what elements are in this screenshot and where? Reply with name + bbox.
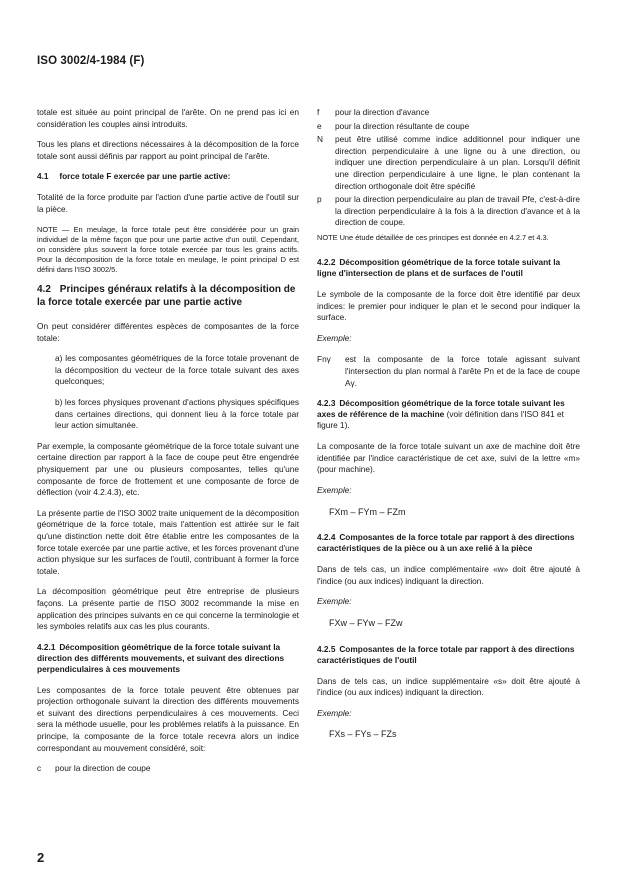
example-label: Exemple: bbox=[317, 596, 352, 607]
section-number: 4.2 bbox=[37, 284, 51, 296]
note: NOTE Une étude détaillée de ces principes est donnée en 4.2.7 et 4.3. bbox=[317, 232, 549, 242]
paragraph: Les composantes de la force totale peuvent être obtenues par projection orthogonale suivant la direction des différents mouvements et suivant des directions perpendiculaires à ces mouvements. Ceci sera la méthode usuelle, pour les problèmes relatifs à la puissance. En principe, la composante de la force totale recevra alors un indice correspondant au mouvement considéré, soit: bbox=[37, 684, 299, 753]
section-heading-4-1 bbox=[37, 171, 299, 182]
symbol-key: N bbox=[317, 134, 323, 145]
paragraph: totale est située au point principal de l'arête. On ne prend pas ici en considération les couples ainsi introduits. bbox=[37, 107, 299, 129]
section-title: force totale F exercée par une partie active: bbox=[59, 171, 231, 182]
paragraph: Par exemple, la composante géométrique de la force totale suivant une certaine direction par rapport à la face de coupe peut être engendrée physiquement par une ou plusieurs composantes, telles qu'une composante de force de frottement et une composante de force de déflection (voir 4.2.4.3), etc. bbox=[37, 440, 299, 498]
symbol-text: pour la direction perpendiculaire au plan de travail Pfe, c'est-à-dire la direction perpendiculaire à la fois à la direction d'avance et à la direction de coupe. bbox=[335, 194, 580, 228]
section-heading-4-2-2 bbox=[317, 257, 580, 279]
paragraph: Totalité de la force produite par l'action d'une partie active de l'outil sur la pièce. bbox=[37, 192, 299, 214]
example-label: Exemple: bbox=[317, 332, 352, 343]
paragraph: On peut considérer différentes espèces de composantes de la force totale: bbox=[37, 321, 299, 343]
symbol-item-N bbox=[317, 134, 580, 192]
symbol-item-c bbox=[37, 763, 299, 775]
paragraph: Dans de tels cas, un indice supplémentaire «s» doit être ajouté à l'indice (ou aux indices) indiquant la direction. bbox=[317, 675, 580, 698]
symbol-key: c bbox=[37, 763, 42, 774]
paragraph: La présente partie de l'ISO 3002 traite uniquement de la décomposition géométrique de la force totale, mais l'attention est attirée sur le fait qu'une distinction nette doit être établie entre les composantes de la force totale exercée par une partie active, et les forces provenant d'une action physique sur les surfaces de l'outil, contribuant à former la force totale. bbox=[37, 507, 299, 576]
section-number: 4.2.4 bbox=[317, 532, 336, 543]
section-number: 4.1 bbox=[37, 171, 49, 182]
paragraph: La décomposition géométrique peut être entreprise de plusieurs façons. La présente partie de l'ISO 3002 recommande la mise en application des principes suivants en ce qui concerne la terminologie et les symboles relatifs aux cas les plus courants. bbox=[37, 586, 299, 632]
document-header: ISO 3002/4-1984 (F) bbox=[37, 55, 145, 67]
section-heading-4-2-4 bbox=[317, 532, 580, 554]
paragraph: Dans de tels cas, un indice complémentaire «w» doit être ajouté à l'indice (ou aux indices) indiquant la direction. bbox=[317, 564, 580, 586]
symbol-key: p bbox=[317, 194, 322, 205]
paragraph: Le symbole de la composante de la force doit être identifié par deux indices: le premier pour indiquer le plan et le second pour indiquer la surface. bbox=[317, 289, 580, 323]
section-heading-4-2-1 bbox=[37, 642, 299, 675]
example-label: Exemple: bbox=[317, 484, 352, 495]
symbol-text: pour la direction résultante de coupe bbox=[335, 120, 470, 131]
example-label: Exemple: bbox=[317, 707, 352, 718]
symbol-text: pour la direction d'avance bbox=[335, 107, 430, 117]
section-heading-4-2-5 bbox=[317, 644, 580, 666]
page-number: 2 bbox=[37, 850, 45, 865]
section-title: Composantes de la force totale par rapport à des directions caractéristiques de l'outil bbox=[317, 643, 575, 665]
section-number: 4.2.2 bbox=[317, 257, 336, 268]
example-symbol: Fnγ bbox=[317, 354, 331, 365]
example-text: est la composante de la force totale agissant suivant l'intersection du plan normal à l'arête Pn et de la face de coupe Aγ. bbox=[345, 354, 580, 388]
formula: FXm – FYm – FZm bbox=[329, 506, 406, 517]
paragraph: Tous les plans et directions nécessaires à la décomposition de la force totale sont aussi définis par rapport au point principal de l'arête. bbox=[37, 139, 299, 161]
formula: FXs – FYs – FZs bbox=[329, 729, 397, 740]
formula: FXw – FYw – FZw bbox=[329, 617, 403, 628]
section-number: 4.2.5 bbox=[317, 643, 336, 654]
symbol-key: e bbox=[317, 120, 322, 131]
section-title: Composantes de la force totale par rapport à des directions caractéristiques de la pièce ou à un axe relié à la pièce bbox=[317, 532, 575, 554]
section-title: Décomposition géométrique de la force totale suivant la direction des différents mouvements, et suivant des directions perpendiculaires à ces mouvements bbox=[37, 641, 285, 674]
symbol-item-p bbox=[317, 194, 580, 229]
symbol-item-f bbox=[317, 107, 580, 119]
section-heading-4-2 bbox=[37, 284, 299, 309]
symbol-text: pour la direction de coupe bbox=[55, 763, 151, 774]
list-item-a: a) les composantes géométriques de la force totale provenant de la décomposition du vecteur de la force totale suivant des axes quelconques; bbox=[55, 353, 299, 387]
section-number: 4.2.1 bbox=[37, 641, 56, 652]
section-heading-4-2-3 bbox=[317, 398, 580, 431]
section-subtitle: (voir définition dans l'ISO 841 et figure 1). bbox=[317, 409, 564, 431]
right-column bbox=[317, 107, 580, 755]
section-title: Décomposition géométrique de la force totale suivant la ligne d'intersection de plans et de surfaces de l'outil bbox=[317, 257, 561, 279]
note: NOTE — En meulage, la force totale peut être considérée pour un grain individuel de la même façon que pour une partie active d'un outil. Cependant, on considère plus souvent la force totale exercée par tous les grains actifs. Pour la décomposition de la force totale en meulage, le point principal D est défini dans l'ISO 3002/5. bbox=[37, 224, 299, 274]
section-title: Principes généraux relatifs à la décomposition de la force totale exercée par une partie active bbox=[37, 284, 296, 308]
symbol-item-e bbox=[317, 121, 580, 133]
paragraph: La composante de la force totale suivant un axe de machine doit être identifiée par l'indice caractéristique de cet axe, suivi de la lettre «m» (pour machine). bbox=[317, 441, 580, 475]
symbol-text: peut être utilisé comme indice additionnel pour indiquer une direction perpendiculaire à une ligne ou à une direction, ou indiquer une direction perpendiculaire à un plan. Lorsqu'il définit une direction perpendiculaire à une ligne, le plan contenant la direction orthogonale doit être spécifié bbox=[335, 134, 580, 191]
list-item-b: b) les forces physiques provenant d'actions physiques spécifiques dans certaines directions, qui donnent lieu à la force totale par leur action simultanée. bbox=[55, 397, 299, 431]
section-number: 4.2.3 bbox=[317, 398, 336, 409]
example-definition bbox=[317, 354, 580, 389]
left-column bbox=[37, 107, 299, 784]
symbol-key: f bbox=[317, 107, 320, 117]
section-title: Décomposition géométrique de la force totale suivant les axes de référence de la machine bbox=[317, 398, 565, 420]
